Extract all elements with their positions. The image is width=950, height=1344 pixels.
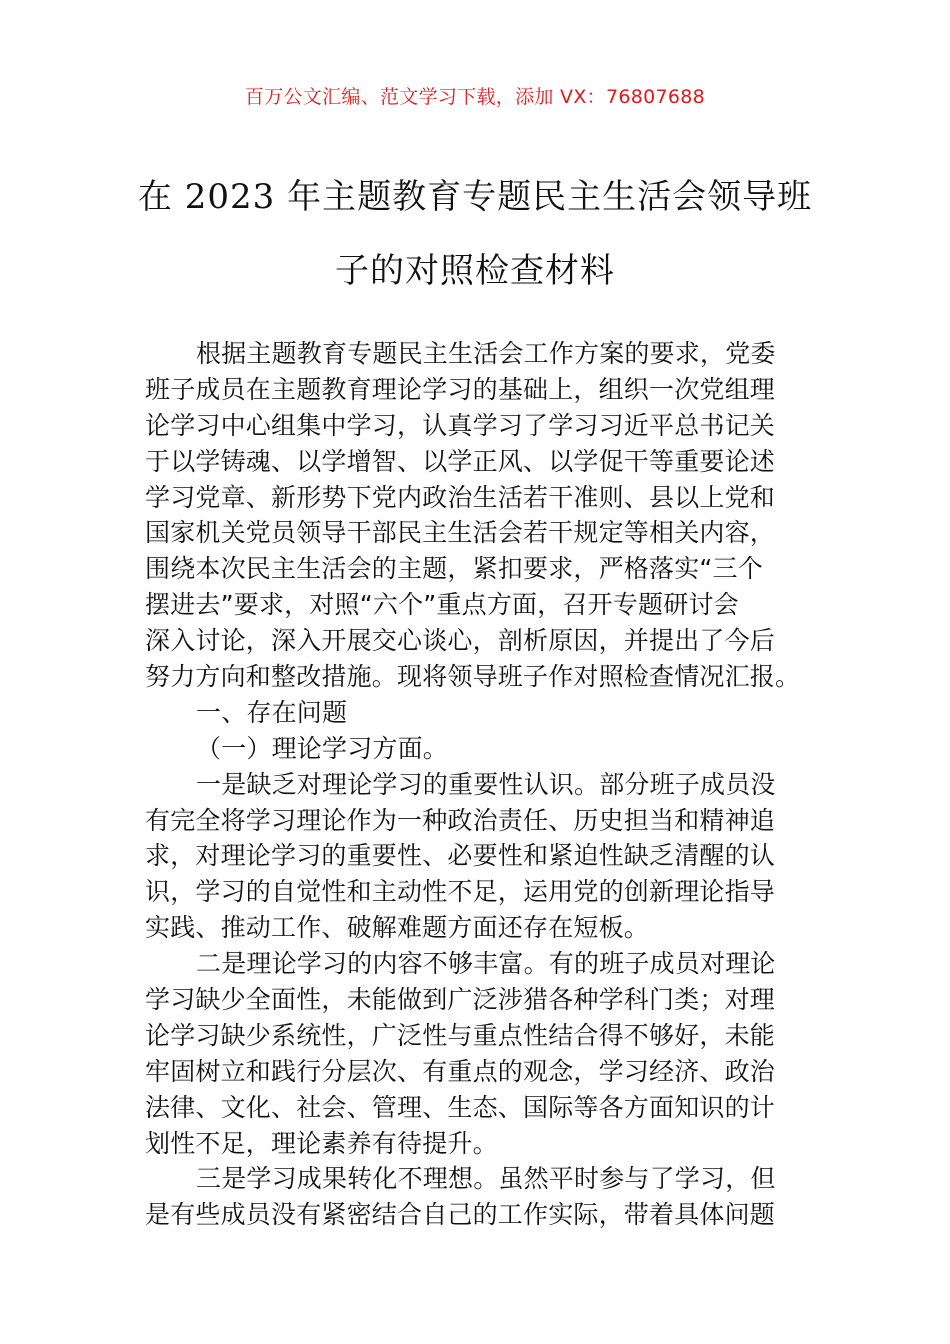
text-line: 学习党章、新形势下党内政治生活若干准则、县以上党和 — [145, 482, 776, 512]
text-line: 国家机关党员领导干部民主生活会若干规定等相关内容， — [145, 518, 776, 548]
text-line: 论学习缺少系统性，广泛性与重点性结合得不够好，未能 — [145, 1020, 776, 1050]
text-line: 牢固树立和践行分层次、有重点的观念，学习经济、政治 — [145, 1056, 776, 1086]
text-line: 实践、推动工作、破解难题方面还存在短板。 — [145, 913, 650, 943]
text-line: 是有些成员没有紧密结合自己的工作实际，带着具体问题 — [145, 1200, 776, 1230]
body-text — [145, 336, 808, 1233]
text-line: 根据主题教育专题民主生活会工作方案的要求，党委 — [196, 339, 776, 368]
title-line: 子的对照检查材料 — [335, 251, 615, 291]
text-line: 围绕本次民主生活会的主题，紧扣要求，严格落实“三个 — [145, 554, 763, 584]
text-line: 有完全将学习理论作为一种政治责任、历史担当和精神追 — [145, 805, 776, 835]
text-line: 班子成员在主题教育理论学习的基础上，组织一次党组理 — [145, 374, 776, 404]
text-line: 于以学铸魂、以学增智、以学正风、以学促干等重要论述 — [145, 446, 776, 476]
text-line: 二是理论学习的内容不够丰富。有的班子成员对理论 — [196, 949, 776, 979]
text-line: 识，学习的自觉性和主动性不足，运用党的创新理论指导 — [145, 877, 776, 907]
text-line: 一是缺乏对理论学习的重要性认识。部分班子成员没 — [196, 769, 776, 799]
text-line: 法律、文化、社会、管理、生态、国际等各方面知识的计 — [145, 1092, 776, 1122]
text-line: 深入讨论，深入开展交心谈心，剖析原因，并提出了今后 — [145, 626, 776, 656]
title-line: 在 2023 年主题教育专题民主生活会领导班 — [137, 177, 813, 217]
text-line: 三是学习成果转化不理想。虽然平时参与了学习，但 — [196, 1164, 776, 1194]
text-line: 学习缺少全面性，未能做到广泛涉猎各种学科门类；对理 — [145, 985, 776, 1015]
text-line: 求，对理论学习的重要性、必要性和紧迫性缺乏清醒的认 — [145, 841, 776, 871]
text-line: 努力方向和整改措施。现将领导班子作对照检查情况汇报。 — [145, 662, 801, 692]
text-line: 一、存在问题 — [196, 697, 348, 727]
text-line: 论学习中心组集中学习，认真学习了学习习近平总书记关 — [145, 410, 776, 440]
text-line: （一）理论学习方面。 — [196, 733, 449, 763]
header-note: 百万公文汇编、范文学习下载，添加 VX：76807688 — [244, 86, 706, 108]
document-title — [120, 160, 830, 308]
text-line: 划性不足，理论素养有待提升。 — [145, 1128, 498, 1158]
text-line: 摆进去”要求，对照“六个”重点方面，召开专题研讨会 — [145, 590, 739, 620]
